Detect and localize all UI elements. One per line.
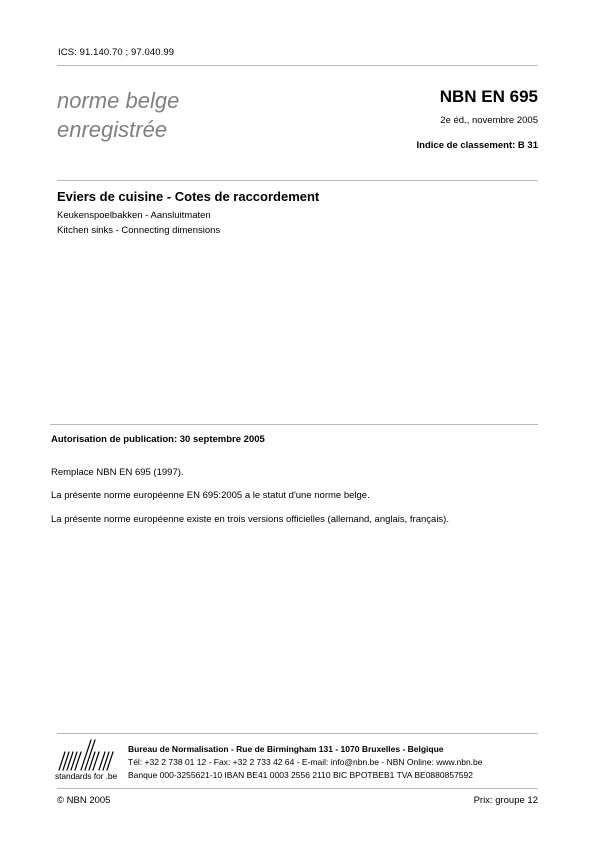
header-divider xyxy=(57,65,538,66)
price-group: Prix: groupe 12 xyxy=(473,795,538,806)
copyright: © NBN 2005 xyxy=(57,795,111,806)
edition-date: 2e éd., novembre 2005 xyxy=(440,115,538,126)
ics-code: ICS: 91.140.70 ; 97.040.99 xyxy=(58,47,175,58)
title-english: Kitchen sinks - Connecting dimensions xyxy=(57,225,221,236)
publication-authorisation: Autorisation de publication: 30 septembre 2005 xyxy=(51,434,265,445)
bank-details: Banque 000-3255621-10 IBAN BE41 0003 2556 2110 BIC BPOTBEB1 TVA BE0880857592 xyxy=(128,770,473,780)
standard-number: NBN EN 695 xyxy=(439,87,538,106)
classification-index: Indice de classement: B 31 xyxy=(416,140,538,151)
title-french: Eviers de cuisine - Cotes de raccordement xyxy=(57,189,320,204)
title-dutch: Keukenspoelbakken - Aansluitmaten xyxy=(57,210,211,221)
contact-details: Tél: +32 2 738 01 12 - Fax: +32 2 733 42 64 - E-mail: info@nbn.be - NBN Online: www.nbn.be xyxy=(128,757,483,767)
footer-divider xyxy=(57,733,538,734)
norme-label xyxy=(57,86,179,144)
title-divider xyxy=(57,180,538,181)
norme-line-1: norme belge xyxy=(57,88,180,113)
replaces-line: Remplace NBN EN 695 (1997). xyxy=(51,467,184,478)
status-line: La présente norme européenne EN 695:2005 a le statut d'une norme belge. xyxy=(51,490,370,501)
logo-tagline: standards for .be xyxy=(55,771,118,781)
norme-line-2: enregistrée xyxy=(57,117,168,142)
versions-line: La présente norme européenne existe en trois versions officielles (allemand, anglais, français). xyxy=(51,514,449,525)
bottom-divider xyxy=(57,788,538,789)
organisation-address: Bureau de Normalisation - Rue de Birmingham 131 - 1070 Bruxelles - Belgique xyxy=(128,744,444,754)
publication-divider xyxy=(50,424,538,425)
